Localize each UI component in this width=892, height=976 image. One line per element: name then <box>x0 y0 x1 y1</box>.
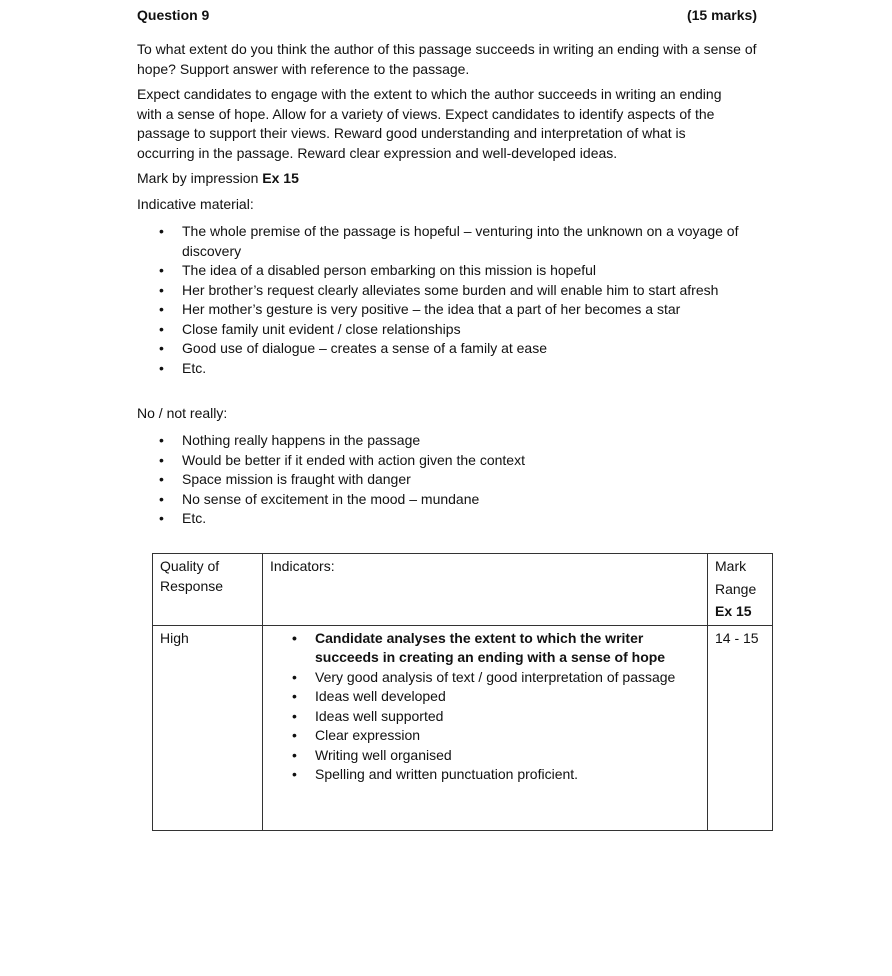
list-item: • Candidate analyses the extent to which the writer succeeds in creating an ending with a sense of hope <box>270 629 700 668</box>
list-item: • Her mother’s gesture is very positive – the idea that a part of her becomes a star <box>137 300 752 320</box>
list-item: • Spelling and written punctuation proficient. <box>270 765 700 785</box>
mark-by-impression <box>137 169 299 189</box>
range-cell: 14 - 15 <box>708 625 773 830</box>
list-item: • Etc. <box>137 359 752 379</box>
list-item: • Ideas well developed <box>270 687 700 707</box>
list-item: • The whole premise of the passage is hopeful – venturing into the unknown on a voyage of discovery <box>137 222 752 261</box>
marking-guidance: Expect candidates to engage with the extent to which the author succeeds in writing an ending with a sense of hope. Allow for a variety of views. Expect candidates to identify aspects of the passage to support their views. Reward good understanding and interpretation of what is occurring in the passage. Reward clear expression and well-developed ideas. <box>137 86 722 161</box>
impression-max: Ex 15 <box>262 170 299 186</box>
impression-prefix: Mark by impression <box>137 170 263 186</box>
list-item: • Would be better if it ended with action given the context <box>137 451 737 471</box>
question-number: Question 9 <box>137 7 210 23</box>
indicative-label: Indicative material: <box>137 196 254 212</box>
question-marks: (15 marks) <box>686 7 757 23</box>
question-header <box>137 6 757 26</box>
indicators-list <box>270 629 700 785</box>
quality-header: Quality of Response <box>153 554 263 626</box>
list-item: • Etc. <box>137 509 737 529</box>
list-item: • No sense of excitement in the mood – mundane <box>137 490 737 510</box>
list-item: • Good use of dialogue – creates a sense of a family at ease <box>137 339 752 359</box>
indicators-cell <box>263 625 708 830</box>
list-item: • Ideas well supported <box>270 707 700 727</box>
no-points-list <box>137 431 737 529</box>
yes-points-list <box>137 222 752 378</box>
mark-header-line1: Mark <box>715 558 747 574</box>
indicators-header: Indicators: <box>263 554 708 626</box>
list-item: • Close family unit evident / close relationships <box>137 320 752 340</box>
table-row <box>153 625 773 830</box>
quality-cell: High <box>153 625 263 830</box>
list-item: • Clear expression <box>270 726 700 746</box>
list-item: • Her brother’s request clearly alleviates some burden and will enable him to start afresh <box>137 281 752 301</box>
table-header-row <box>153 554 773 626</box>
list-item: • The idea of a disabled person embarking on this mission is hopeful <box>137 261 752 281</box>
mark-range-header <box>708 554 773 626</box>
mark-header-line2: Range <box>715 580 757 597</box>
question-text: To what extent do you think the author of this passage succeeds in writing an ending with a sense of hope? Support answer with reference to the passage. <box>137 41 757 77</box>
list-item: • Writing well organised <box>270 746 700 766</box>
list-item: • Space mission is fraught with danger <box>137 470 737 490</box>
list-item: • Very good analysis of text / good interpretation of passage <box>270 668 700 688</box>
list-item: • Nothing really happens in the passage <box>137 431 737 451</box>
no-label: No / not really: <box>137 405 228 421</box>
mark-header-max: Ex 15 <box>715 603 752 619</box>
marking-table <box>152 553 773 831</box>
